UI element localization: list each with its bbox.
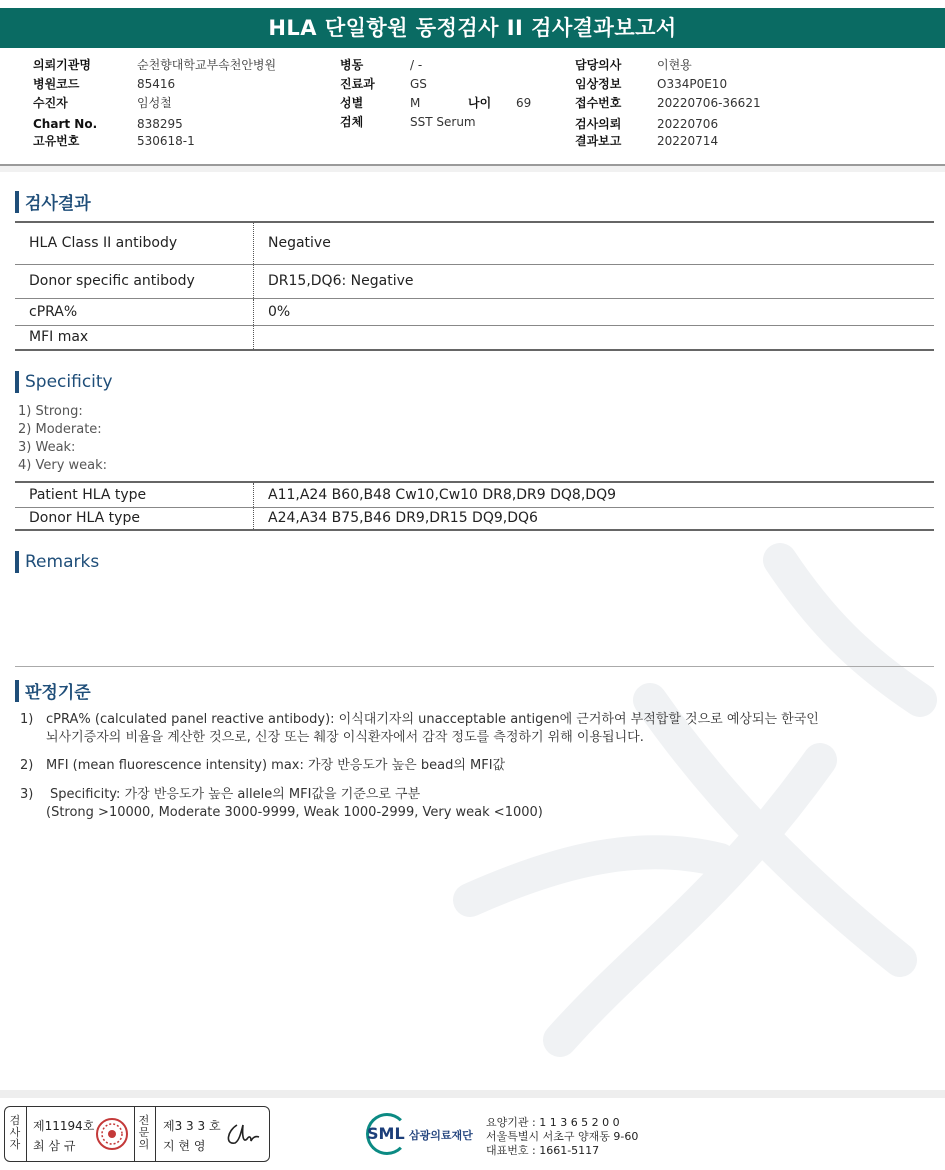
hla-label: Patient HLA type — [15, 482, 254, 507]
remarks-title: Remarks — [25, 552, 100, 572]
doctor-value: 이현용 — [657, 58, 692, 72]
report-title: HLA 단일항원 동정검사 II 검사결과보고서 — [0, 8, 945, 48]
results-table — [15, 221, 934, 351]
result-value — [254, 325, 935, 350]
spec-weak: 3) Weak: — [18, 440, 76, 455]
doctor-label: 담당의사 — [575, 58, 622, 72]
physician-label — [138, 1115, 150, 1151]
institution-value: 순천향대학교부속천안병원 — [137, 58, 277, 72]
hla-type-table — [15, 481, 934, 531]
dept-value: GS — [410, 77, 427, 91]
institution-label: 의뢰기관명 — [33, 58, 91, 72]
criteria-title: 판정기준 — [25, 683, 91, 703]
patient-label: 수진자 — [33, 96, 68, 110]
specificity-heading — [15, 371, 113, 393]
clinical-value: O334P0E10 — [657, 77, 728, 91]
org-code: 요양기관 : 1 1 3 6 5 2 0 0 — [486, 1116, 620, 1129]
inspector-name: 최 삼 규 — [33, 1139, 76, 1153]
sex-label: 성별 — [340, 96, 364, 110]
criteria-text: Specificity: 가장 반응도가 높은 allele의 MFI값을 기준으로 구분 — [50, 787, 421, 802]
specimen-value: SST Serum — [410, 115, 476, 129]
hospital-code-label: 병원코드 — [33, 77, 80, 91]
inspector-license: 제11194호 — [33, 1119, 95, 1133]
inspector-label — [9, 1115, 21, 1151]
box-divider — [26, 1107, 27, 1161]
ward-label: 병동 — [340, 58, 364, 72]
remarks-heading — [15, 551, 99, 573]
section-marker — [15, 371, 19, 393]
inspector-label-char: 사 — [9, 1126, 21, 1139]
section-marker — [15, 551, 19, 573]
hospital-code-value: 85416 — [137, 77, 176, 91]
result-value: DR15,DQ6: Negative — [268, 273, 414, 289]
sex-value: M — [410, 96, 421, 110]
unique-no-value: 530618-1 — [137, 134, 195, 148]
result-row — [15, 325, 934, 350]
hla-row — [15, 482, 934, 507]
criteria-text: (Strong >10000, Moderate 3000-9999, Weak 1000-2999, Very weak <1000) — [46, 805, 543, 820]
report-label: 결과보고 — [575, 134, 622, 148]
hla-value: A24,A34 B75,B46 DR9,DR15 DQ9,DQ6 — [268, 510, 538, 527]
remarks-divider — [15, 666, 934, 667]
request-label: 검사의뢰 — [575, 117, 622, 131]
physician-name: 지 현 영 — [163, 1139, 206, 1153]
header-band — [0, 166, 945, 172]
criteria-text: 뇌사기증자의 비율을 계산한 것으로, 신장 또는 췌장 이식환자에서 감작 정도를 측정하기 위해 이용됩니다. — [46, 730, 644, 745]
spec-strong: 1) Strong: — [18, 404, 83, 419]
inspector-label-char: 검 — [9, 1114, 21, 1127]
chart-no-value: 838295 — [137, 117, 183, 131]
receipt-value: 20220706-36621 — [657, 96, 761, 110]
signature-box — [4, 1106, 270, 1162]
result-row — [15, 222, 934, 264]
result-row — [15, 298, 934, 325]
specificity-title: Specificity — [25, 372, 113, 392]
criteria-num: 1) — [20, 712, 34, 727]
patient-value: 임성철 — [137, 96, 172, 110]
box-divider — [155, 1107, 156, 1161]
box-divider — [134, 1107, 135, 1161]
inspector-label-char: 자 — [9, 1138, 21, 1151]
spec-very-weak: 4) Very weak: — [18, 458, 108, 473]
result-label: cPRA% — [15, 298, 254, 325]
physician-license: 제3 3 3 호 — [163, 1119, 221, 1133]
report-value: 20220714 — [657, 134, 719, 148]
hla-value: A11,A24 B60,B48 Cw10,Cw10 DR8,DR9 DQ8,DQ9 — [268, 486, 616, 503]
physician-label-char: 전 — [138, 1114, 150, 1127]
results-heading — [15, 189, 91, 214]
result-value: Negative — [268, 235, 331, 252]
result-label: Donor specific antibody — [15, 264, 254, 298]
chart-no-label: Chart No. — [33, 117, 98, 131]
section-marker — [15, 191, 19, 213]
signature-icon — [223, 1119, 263, 1151]
clinical-label: 임상정보 — [575, 77, 622, 91]
seal-stamp-icon — [95, 1117, 129, 1151]
result-label: HLA Class II antibody — [15, 222, 254, 264]
result-row — [15, 264, 934, 298]
criteria-text: MFI (mean fluorescence intensity) max: 가장 반응도가 높은 bead의 MFI값 — [46, 758, 506, 773]
org-phone: 대표번호 : 1661-5117 — [486, 1144, 600, 1157]
spec-moderate: 2) Moderate: — [18, 422, 102, 437]
age-label: 나이 — [468, 96, 492, 110]
foundation-name: 삼광의료재단 — [409, 1129, 473, 1142]
results-title: 검사결과 — [25, 194, 91, 214]
request-value: 20220706 — [657, 117, 719, 131]
ward-value: / - — [410, 58, 423, 72]
physician-label-char: 의 — [138, 1138, 150, 1151]
specimen-label: 검체 — [340, 115, 364, 129]
receipt-label: 접수번호 — [575, 96, 622, 110]
age-value: 69 — [516, 96, 532, 110]
criteria-num: 3) — [20, 787, 34, 802]
footer-band — [0, 1090, 945, 1098]
org-address: 서울특별시 서초구 양재동 9-60 — [486, 1130, 639, 1143]
hla-row — [15, 507, 934, 530]
unique-no-label: 고유번호 — [33, 134, 80, 148]
result-label: MFI max — [15, 325, 254, 350]
criteria-heading — [15, 678, 91, 703]
physician-label-char: 문 — [138, 1126, 150, 1139]
section-marker — [15, 680, 19, 702]
dept-label: 진료과 — [340, 77, 375, 91]
result-value: 0% — [268, 303, 291, 320]
hla-label: Donor HLA type — [15, 507, 254, 530]
sml-logo-text: SML — [367, 1124, 405, 1143]
criteria-text: cPRA% (calculated panel reactive antibody): 이식대기자의 unacceptable antigen에 근거하여 부적합할 것으로 예상되는 한국인 — [46, 712, 819, 727]
criteria-num: 2) — [20, 758, 34, 773]
